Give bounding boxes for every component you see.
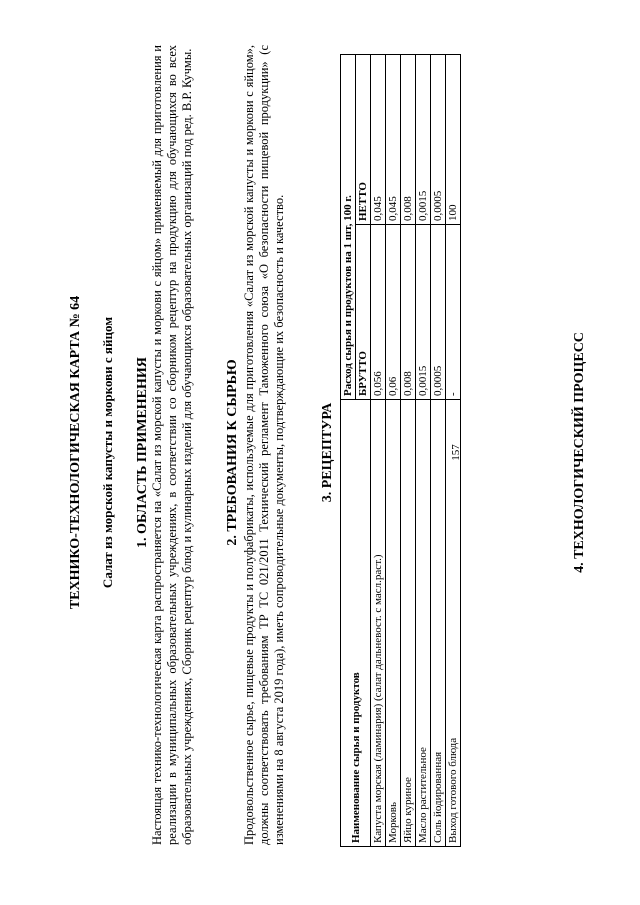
netto-cell: 0,0015: [416, 55, 431, 225]
header-brutto: БРУТТО: [356, 225, 371, 400]
table-row: [386, 55, 401, 847]
brutto-cell: 0,008: [401, 225, 416, 400]
brutto-cell: 0,056: [371, 225, 386, 400]
netto-cell: 100: [446, 55, 461, 225]
brutto-cell: 0,06: [386, 225, 401, 400]
header-consumption: Расход сырья и продуктов на 1 шт, 100 г.: [341, 55, 356, 400]
header-product-name: Наименование сырья и продуктов: [341, 400, 371, 847]
brutto-cell: -: [446, 225, 461, 400]
document-title: ТЕХНИКО-ТЕХНОЛОГИЧЕСКАЯ КАРТА № 64: [68, 295, 83, 610]
section-2-text: Продовольственное сырье, пищевые продукты и полуфабрикаты, используемые для приготовления «Салат из морской капусты и моркови с яйцом», должны соответствовать требованиям ТР ТС 021/2011 Технический регламент Таможенного союза «О безопасности пищевой продукции» (с изменениями на 8 августа 2019 года), иметь сопроводительные документы, подтверждающие их безопасность и качество.: [242, 45, 286, 845]
table-row: [416, 55, 431, 847]
product-name-cell: Масло растительное: [416, 400, 431, 847]
product-name-cell: Яйцо куриное: [401, 400, 416, 847]
page-number: 157: [450, 444, 462, 461]
table-row: [371, 55, 386, 847]
product-name-cell: Выход готового блюда: [446, 400, 461, 847]
dish-name: Салат из морской капусты и моркови с яйцом: [100, 316, 115, 589]
product-name-cell: Соль йодированная: [431, 400, 446, 847]
section-4-heading: 4. ТЕХНОЛОГИЧЕСКИЙ ПРОЦЕСС: [572, 332, 587, 573]
table-row: [431, 55, 446, 847]
section-1-text: Настоящая технико-технологическая карта распространяется на «Салат из морской капусты и моркови с яйцом» применяемый для приготовления и реализации в муниципальных образовательных учреждениях, в соответствии со сборником рецептур на продукцию для обучающихся во всех образовательных учреждениях, Сборник рецептур блюд и кулинарных изделий для обучающихся образовательных организаций под ред. В.Р. Кучмы.: [150, 45, 194, 845]
product-name-cell: Морковь: [386, 400, 401, 847]
product-name-cell: Капуста морская (ламинария) (салат дальневост. с масл.раст.): [371, 400, 386, 847]
recipe-rows: [371, 55, 461, 847]
recipe-table: [340, 54, 461, 847]
table-header-row: [341, 55, 356, 847]
table-row: [401, 55, 416, 847]
section-2-heading: 2. ТРЕБОВАНИЯ К СЫРЬЮ: [225, 359, 240, 546]
netto-cell: 0,045: [386, 55, 401, 225]
header-netto: НЕТТО: [356, 55, 371, 225]
brutto-cell: 0,0015: [416, 225, 431, 400]
netto-cell: 0,045: [371, 55, 386, 225]
section-3-heading: 3. РЕЦЕПТУРА: [320, 402, 335, 503]
section-1-heading: 1. ОБЛАСТЬ ПРИМЕНЕНИЯ: [135, 357, 150, 548]
netto-cell: 0,0005: [431, 55, 446, 225]
netto-cell: 0,008: [401, 55, 416, 225]
brutto-cell: 0,0005: [431, 225, 446, 400]
